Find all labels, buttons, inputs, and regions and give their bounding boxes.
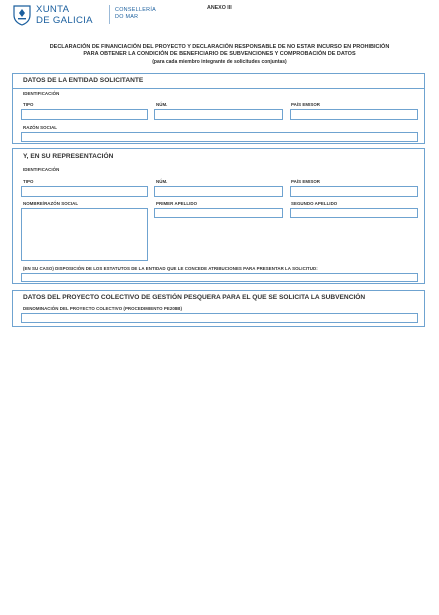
pais-emisor-label: PAÍS EMISOR — [291, 102, 321, 107]
representative-section — [12, 148, 425, 284]
representative-estatutos-field[interactable] — [21, 273, 418, 282]
applicant-tipo-field[interactable] — [21, 109, 148, 120]
num-label: NÚM. — [156, 102, 168, 107]
primer-apellido-label: PRIMER APELLIDO — [156, 201, 198, 206]
tipo-label: TIPO — [23, 179, 34, 184]
representative-tipo-field[interactable] — [21, 186, 148, 197]
project-section — [12, 290, 425, 327]
department-line-2: DO MAR — [115, 14, 139, 20]
representative-num-field[interactable] — [154, 186, 283, 197]
estatutos-label: (EN SU CASO) DISPOSICIÓN DE LOS ESTATUTOS DE LA ENTIDAD QUE LE CONCEDE ATRIBUCIONES PARA PRESENTAR LA SOLICITUD: — [23, 266, 318, 271]
representative-nombre-field[interactable] — [21, 208, 148, 261]
identification-heading: IDENTIFICACIÓN — [23, 167, 60, 172]
identification-heading: IDENTIFICACIÓN — [23, 91, 60, 96]
applicant-num-field[interactable] — [154, 109, 283, 120]
brand-line-1: XUNTA — [36, 4, 70, 15]
representative-pais-emisor-field[interactable] — [290, 186, 418, 197]
department-line-1: CONSELLERÍA — [115, 7, 157, 13]
applicant-pais-emisor-field[interactable] — [290, 109, 418, 120]
nombre-label: NOMBRE/RAZÓN SOCIAL — [23, 201, 79, 206]
title-line-1: DECLARACIÓN DE FINANCIACIÓN DEL PROYECTO Y DECLARACIÓN RESPONSABLE DE NO ESTAR INCURSO EN PROHIBICIÓN — [49, 44, 390, 50]
xunta-emblem-icon — [12, 4, 32, 26]
applicant-section-title: DATOS DE LA ENTIDAD SOLICITANTE — [23, 77, 144, 84]
applicant-razon-social-field[interactable] — [21, 132, 418, 142]
num-label: NÚM. — [156, 179, 168, 184]
denominacion-label: DENOMINACIÓN DEL PROYECTO COLECTIVO (PROCEDIMIENTO PE208B) — [23, 306, 183, 311]
project-denominacion-field[interactable] — [21, 313, 418, 323]
annex-label: ANEXO III — [207, 5, 232, 11]
document-title — [14, 44, 425, 66]
representative-section-title: Y, EN SU REPRESENTACIÓN — [23, 153, 114, 160]
representative-primer-apellido-field[interactable] — [154, 208, 283, 218]
title-line-3: (para cada miembro integrante de solicitudes conjuntas) — [152, 58, 287, 65]
pais-emisor-label: PAÍS EMISOR — [291, 179, 321, 184]
logo-divider — [109, 5, 110, 24]
applicant-section — [12, 73, 425, 144]
brand-line-2: DE GALICIA — [36, 15, 93, 26]
tipo-label: TIPO — [23, 102, 34, 107]
representative-segundo-apellido-field[interactable] — [290, 208, 418, 218]
title-line-2: PARA OBTENER LA CONDICIÓN DE BENEFICIARIO DE SUBVENCIONES Y COMPROBACIÓN DE DATOS — [83, 51, 356, 58]
segundo-apellido-label: SEGUNDO APELLIDO — [291, 201, 338, 206]
project-section-title: DATOS DEL PROYECTO COLECTIVO DE GESTIÓN PESQUERA PARA EL QUE SE SOLICITA LA SUBVENCIÓN — [23, 294, 366, 301]
razon-social-label: RAZÓN SOCIAL — [23, 125, 58, 130]
xunta-logo — [12, 3, 162, 27]
section-divider — [13, 88, 424, 89]
